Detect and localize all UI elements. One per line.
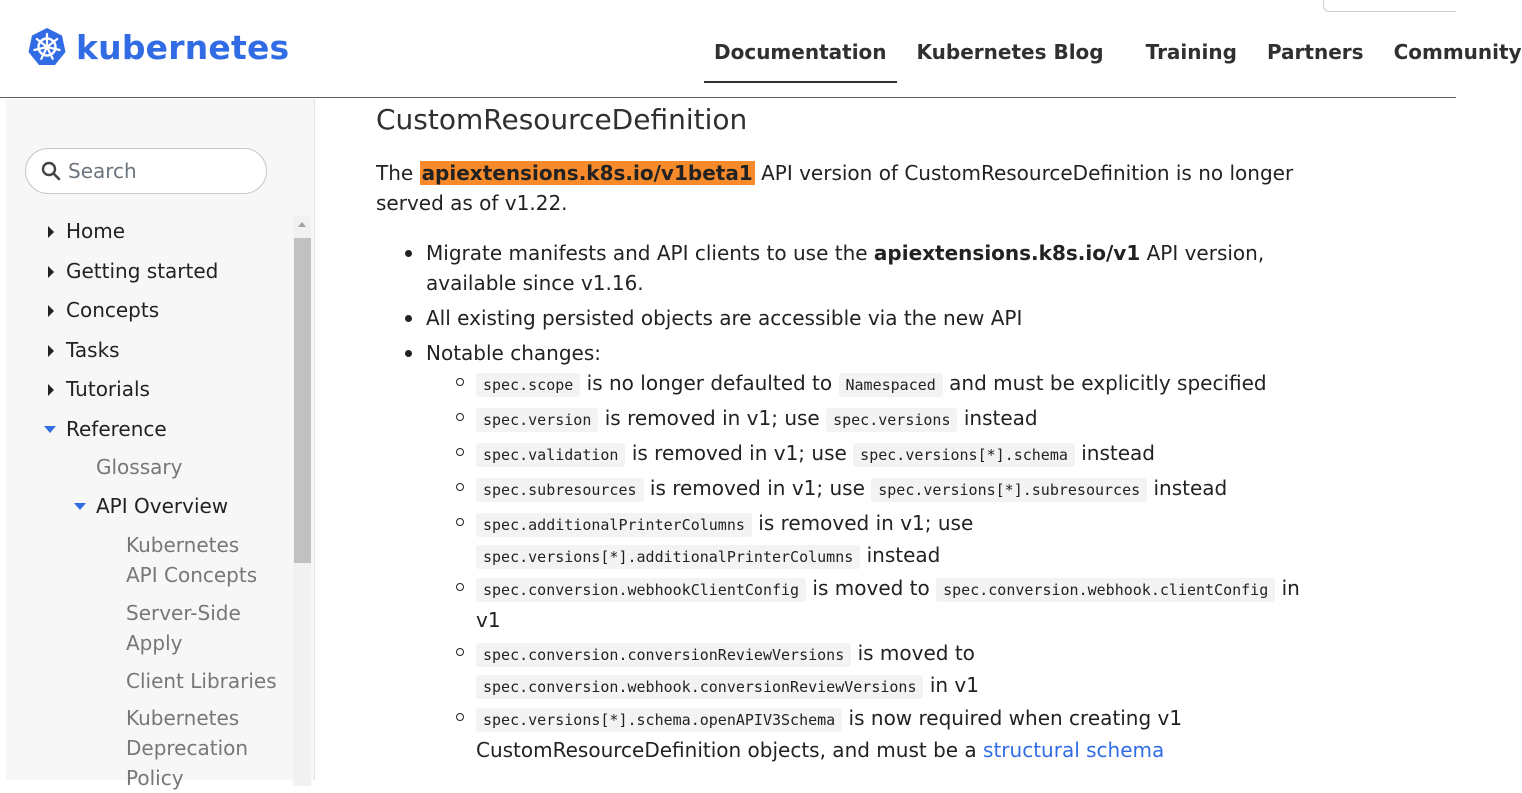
sidebar-item-label: Kubernetes Deprecation Policy — [126, 706, 249, 790]
code-snippet: spec.validation — [476, 443, 625, 467]
code-snippet: spec.versions[*].schema — [853, 443, 1075, 467]
sidebar-item-label: Server-Side Apply — [126, 601, 241, 655]
sidebar-item-deprecation-policy[interactable] — [126, 703, 276, 793]
change-text: is now required when creating v1 CustomResourceDefinition objects, and must be a — [476, 706, 1183, 762]
kubernetes-helm-icon — [26, 26, 68, 68]
change-text: is moved to — [806, 576, 937, 600]
change-item — [476, 438, 1296, 470]
nav-community[interactable]: Community — [1393, 40, 1522, 64]
list-item-text: Notable changes: — [426, 341, 601, 365]
sidebar-item-label: Kubernetes API Concepts — [126, 533, 258, 587]
code-snippet: spec.conversion.webhook.clientConfig — [936, 578, 1275, 602]
sidebar-item-label: Getting started — [66, 259, 219, 283]
change-text: in v1 — [923, 673, 979, 697]
change-text: instead — [860, 543, 941, 567]
change-text: is removed in v1; use — [751, 511, 974, 535]
change-text: is moved to — [851, 641, 975, 665]
list-item-text: API version, available since v1.16. — [426, 241, 1265, 295]
scroll-up-arrow-icon[interactable] — [298, 222, 306, 227]
sidebar-item-api-overview[interactable] — [96, 494, 228, 518]
code-snippet: spec.scope — [476, 373, 580, 397]
code-snippet: Namespaced — [839, 373, 943, 397]
change-text: in v1 — [476, 576, 1300, 632]
sidebar-item-label: Home — [66, 219, 126, 243]
change-text: is no longer defaulted to — [580, 371, 839, 395]
nav-partners[interactable]: Partners — [1266, 40, 1364, 64]
logo-text: kubernetes — [76, 27, 290, 67]
code-snippet: spec.conversion.webhookClientConfig — [476, 578, 806, 602]
sidebar-item-label: Tasks — [66, 338, 120, 362]
caret-right-icon — [48, 384, 54, 396]
sidebar-item-label: Concepts — [66, 298, 160, 322]
sidebar-item-tutorials[interactable] — [66, 377, 150, 401]
change-item — [476, 573, 1306, 635]
code-snippet: spec.versions[*].additionalPrinterColumns — [476, 545, 860, 569]
nav-training[interactable]: Training — [1145, 40, 1237, 64]
sidebar-item-label: Glossary — [96, 455, 183, 479]
code-snippet: spec.versions[*].subresources — [871, 478, 1147, 502]
sidebar-item-concepts[interactable] — [66, 298, 159, 322]
section-title: CustomResourceDefinition — [376, 103, 748, 136]
list-item — [426, 238, 1316, 298]
change-text: is removed in v1; use — [643, 476, 872, 500]
api-version-bold: apiextensions.k8s.io/v1 — [873, 241, 1141, 265]
intro-text: The — [376, 161, 420, 185]
sidebar-item-label: Tutorials — [66, 377, 150, 401]
change-text: is removed in v1; use — [598, 406, 827, 430]
sidebar-item-kubernetes-api-concepts[interactable] — [126, 530, 266, 590]
search-input[interactable] — [66, 158, 250, 184]
caret-down-icon — [74, 503, 86, 510]
code-snippet: spec.conversion.webhook.conversionReviewVersions — [476, 675, 923, 699]
caret-right-icon — [48, 345, 54, 357]
search-highlight: apiextensions.k8s.io/v1beta1 — [421, 161, 753, 185]
nav-kubernetes-blog[interactable]: Kubernetes Blog — [916, 40, 1104, 64]
change-text: instead — [1074, 441, 1155, 465]
sidebar-item-label: Client Libraries — [126, 669, 277, 693]
code-snippet: spec.versions[*].schema.openAPIV3Schema — [476, 708, 842, 732]
search-icon — [41, 161, 61, 181]
change-text: and must be explicitly specified — [942, 371, 1267, 395]
list-item-text: All existing persisted objects are accessible via the new API — [426, 306, 1023, 330]
intro-paragraph — [376, 158, 1311, 218]
sidebar-item-glossary[interactable] — [96, 452, 182, 482]
change-text: is removed in v1; use — [625, 441, 854, 465]
sidebar-item-home[interactable] — [66, 219, 125, 243]
change-item — [476, 403, 1296, 435]
sidebar-item-label: Reference — [66, 417, 167, 441]
list-item — [426, 338, 1316, 368]
code-snippet: spec.additionalPrinterColumns — [476, 513, 752, 537]
sidebar-item-label: API Overview — [96, 494, 229, 518]
sidebar-item-server-side-apply[interactable] — [126, 598, 266, 658]
top-header — [0, 0, 1522, 98]
nav-documentation[interactable]: Documentation — [704, 40, 897, 83]
search-box[interactable] — [25, 148, 267, 194]
kubernetes-logo[interactable] — [26, 26, 289, 68]
caret-right-icon — [48, 226, 54, 238]
code-snippet: spec.subresources — [476, 478, 644, 502]
change-item — [476, 473, 1296, 505]
sidebar-scrollbar[interactable] — [293, 216, 311, 786]
list-item — [426, 303, 1316, 333]
change-item — [476, 638, 1036, 702]
change-item — [476, 703, 1196, 765]
scrollbar-thumb[interactable] — [294, 238, 311, 563]
code-snippet: spec.version — [476, 408, 598, 432]
docs-sidebar — [6, 99, 315, 790]
sidebar-item-client-libraries[interactable] — [126, 666, 286, 696]
header-corner-widget[interactable] — [1323, 0, 1456, 12]
caret-right-icon — [48, 266, 54, 278]
code-snippet: spec.versions — [826, 408, 957, 432]
change-item — [476, 508, 1036, 572]
sidebar-item-reference[interactable] — [66, 417, 167, 441]
caret-right-icon — [48, 305, 54, 317]
list-item-text: Migrate manifests and API clients to use the — [426, 241, 874, 265]
code-snippet: spec.conversion.conversionReviewVersions — [476, 643, 851, 667]
structural-schema-link[interactable]: structural schema — [983, 738, 1165, 762]
sidebar-item-tasks[interactable] — [66, 338, 120, 362]
intro-text: API version of CustomResourceDefinition is no longer served as of v1.22. — [376, 161, 1294, 215]
caret-down-icon — [44, 426, 56, 433]
change-text: instead — [1147, 476, 1228, 500]
top-nav — [704, 40, 1522, 83]
sidebar-item-getting-started[interactable] — [66, 259, 218, 283]
change-text: instead — [957, 406, 1038, 430]
change-item — [476, 368, 1296, 400]
